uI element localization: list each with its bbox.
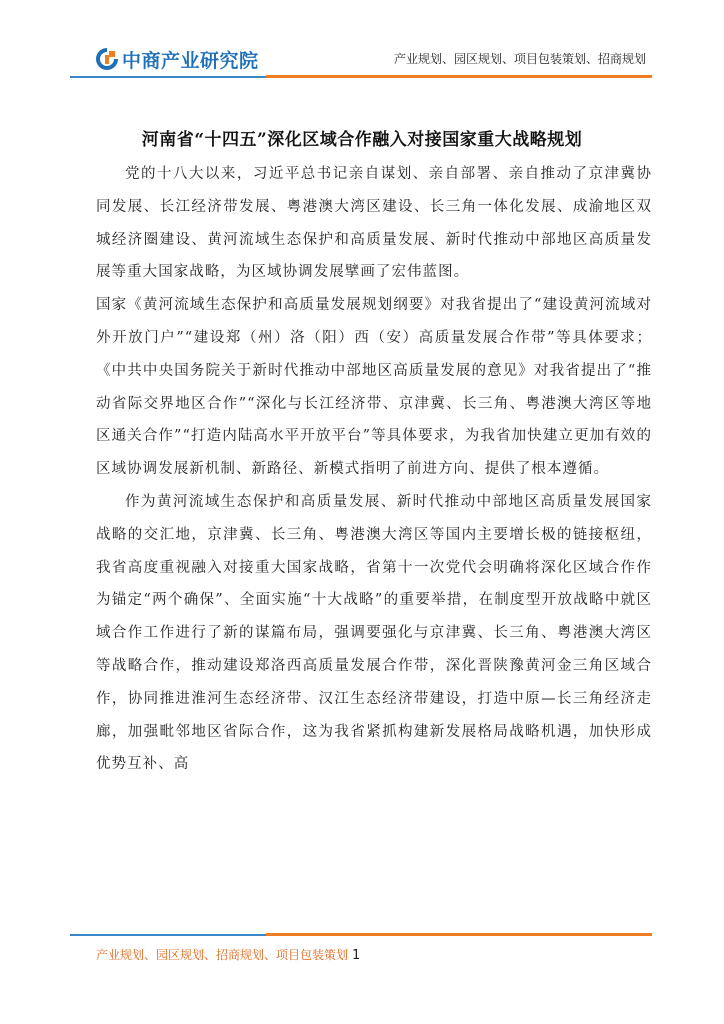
logo-icon — [96, 48, 118, 70]
document-body — [96, 158, 652, 781]
footer-divider-orange — [266, 933, 652, 936]
page-footer — [96, 946, 360, 963]
page-header — [0, 0, 724, 90]
logo-text: 中商产业研究院 — [122, 49, 259, 72]
header-divider-blue — [70, 76, 266, 78]
paragraph-2: 国家《黄河流域生态保护和高质量发展规划纲要》对我省提出了“建设黄河流域对外开放门户”“建设郑（州）洛（阳）西（安）高质量发展合作带”等具体要求；《中共中央国务院关于新时代推动中部地区高质量发展的意见》对我省提出了“推动省际交界地区合作”“深化与长江经济带、京津冀、长三角、粤港澳大湾区等地区通关合作”“打造内陆高水平开放平台”等具体要求，为我省加快建立更加有效的区域协调发展新机制、新路径、新模式指明了前进方向、提供了根本遵循。 — [96, 297, 652, 478]
document-title: 河南省“十四五”深化区域合作融入对接国家重大战略规划 — [141, 130, 583, 150]
paragraph-3: 作为黄河流域生态保护和高质量发展、新时代推动中部地区高质量发展国家战略的交汇地，京津冀、长三角、粤港澳大湾区等国内主要增长极的链接枢纽，我省高度重视融入对接重大国家战略，省第十一次党代会明确将深化区域合作作为锚定“两个确保”、全面实施“十大战略”的重要举措，在制度型开放战略中就区域合作工作进行了新的谋篇布局，强调要强化与京津冀、长三角、粤港澳大湾区等战略合作，推动建设郑洛西高质量发展合作带，深化晋陕豫黄河金三角区域合作，协同推进淮河生态经济带、汉江生态经济带建设，打造中原—长三角经济走廊，加强毗邻地区省际合作，这为我省紧抓构建新发展格局战略机遇，加快形成优势互补、高 — [96, 493, 652, 773]
company-logo — [96, 44, 259, 74]
header-tagline: 产业规划、园区规划、项目包装策划、招商规划 — [393, 52, 646, 66]
footer-divider-blue — [70, 934, 266, 936]
header-divider-orange — [266, 75, 652, 78]
footer-tagline: 产业规划、园区规划、招商规划、项目包装策划 — [96, 948, 349, 962]
page-number: 1 — [352, 948, 361, 963]
paragraph-1: 党的十八大以来，习近平总书记亲自谋划、亲自部署、亲自推动了京津冀协同发展、长江经济带发展、粤港澳大湾区建设、长三角一体化发展、成渝地区双城经济圈建设、黄河流域生态保护和高质量发展、新时代推动中部地区高质量发展等重大国家战略，为区域协调发展擘画了宏伟蓝图。 — [96, 166, 652, 281]
